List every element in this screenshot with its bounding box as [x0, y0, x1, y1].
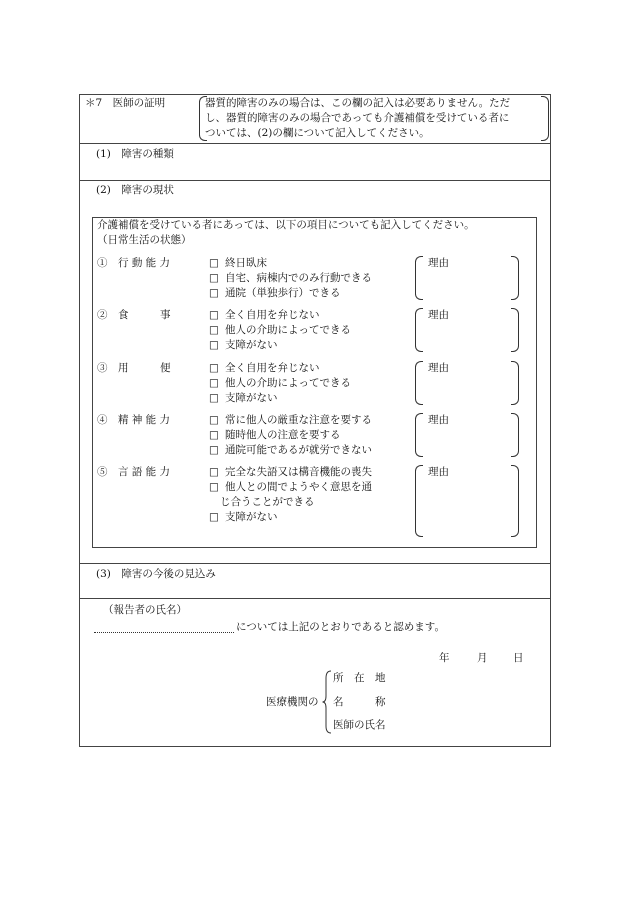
- reason-bracket-right: [511, 361, 519, 405]
- option[interactable]: [209, 391, 278, 406]
- section1-label: (1) 障害の種類: [96, 148, 174, 160]
- option-label: 支障がない: [225, 511, 278, 523]
- item-label: ① 行 動 能 力: [97, 257, 171, 269]
- option-label: 通院可能であるが就労できない: [225, 444, 372, 456]
- item-label: ⑤ 言 語 能 力: [97, 466, 171, 478]
- option-continuation: じ合うことができる: [220, 496, 315, 508]
- section3-label: (3) 障害の今後の見込み: [96, 568, 216, 580]
- reason-bracket-right: [511, 256, 519, 300]
- reason-bracket-left: [415, 256, 423, 300]
- option[interactable]: [209, 413, 372, 428]
- daily-life-intro: 介護補償を受けている者にあっては、以下の項目についても記入してください。: [97, 219, 475, 231]
- note-line-3: ついては、(2)の欄について記入してください。: [205, 127, 430, 139]
- option-label: 自宅、病棟内でのみ行動できる: [225, 272, 372, 284]
- option[interactable]: [209, 465, 372, 480]
- header-label: ＊7 医師の証明: [85, 97, 166, 109]
- option-label: 他人の介助によってできる: [225, 324, 351, 336]
- checkbox-icon: □: [209, 324, 219, 336]
- option-label: 終日臥床: [225, 257, 267, 269]
- reason-label: 理由: [428, 466, 449, 478]
- checkbox-icon: □: [209, 377, 219, 389]
- reason-bracket-left: [415, 465, 423, 537]
- reason-label: 理由: [428, 414, 449, 426]
- item-label: ② 食 事: [97, 309, 171, 321]
- option[interactable]: [209, 428, 341, 443]
- reason-label: 理由: [428, 309, 449, 321]
- divider: [79, 563, 551, 564]
- option-label: 常に他人の厳重な注意を要する: [225, 414, 372, 426]
- field-doctor: 医師の氏名: [333, 719, 386, 731]
- note-line-1: 器質的障害のみの場合は、この欄の記入は必要ありません。ただ: [205, 97, 511, 109]
- option-label: 支障がない: [225, 339, 278, 351]
- checkbox-icon: □: [209, 466, 219, 478]
- option[interactable]: [209, 480, 372, 495]
- reason-bracket-left: [415, 361, 423, 405]
- date-month: 月: [477, 652, 488, 664]
- option[interactable]: [209, 361, 320, 376]
- reason-label: 理由: [428, 362, 449, 374]
- divider: [79, 180, 551, 181]
- checkbox-icon: □: [209, 429, 219, 441]
- divider: [79, 143, 551, 144]
- section2-label: (2) 障害の現状: [96, 184, 174, 196]
- option[interactable]: [209, 256, 267, 271]
- option[interactable]: [209, 308, 320, 323]
- institution-label: 医療機関の: [266, 696, 319, 708]
- option[interactable]: [209, 323, 351, 338]
- checkbox-icon: □: [209, 481, 219, 493]
- item-label: ④ 精 神 能 力: [97, 414, 171, 426]
- reason-bracket-right: [511, 308, 519, 352]
- checkbox-icon: □: [209, 257, 219, 269]
- option[interactable]: [209, 376, 351, 391]
- checkbox-icon: □: [209, 272, 219, 284]
- option-label: 完全な失語又は構音機能の喪失: [225, 466, 372, 478]
- option-label: 随時他人の注意を要する: [225, 429, 341, 441]
- option[interactable]: [209, 271, 372, 286]
- option-label: 通院（単独歩行）できる: [225, 287, 341, 299]
- checkbox-icon: □: [209, 287, 219, 299]
- option-label: 他人の介助によってできる: [225, 377, 351, 389]
- reason-bracket-left: [415, 308, 423, 352]
- note-bracket-right: [541, 96, 549, 141]
- reason-bracket-right: [511, 413, 519, 457]
- field-address: 所 在 地: [333, 672, 386, 684]
- reporter-name-line[interactable]: [94, 632, 234, 633]
- reason-bracket-right: [511, 465, 519, 537]
- option[interactable]: [209, 338, 278, 353]
- divider: [79, 598, 551, 599]
- daily-life-subtitle: （日常生活の状態）: [97, 234, 192, 246]
- checkbox-icon: □: [209, 444, 219, 456]
- item-label: ③ 用 便: [97, 362, 171, 374]
- curly-brace-icon: [322, 670, 332, 734]
- option[interactable]: [209, 510, 278, 525]
- reporter-label: （報告者の氏名）: [103, 604, 187, 616]
- date-day: 日: [513, 652, 524, 664]
- checkbox-icon: □: [209, 309, 219, 321]
- checkbox-icon: □: [209, 362, 219, 374]
- field-name: 名 称: [333, 696, 386, 708]
- option-label: 他人との間でようやく意思を通: [225, 481, 372, 493]
- reason-label: 理由: [428, 257, 449, 269]
- date-year: 年: [439, 652, 450, 664]
- checkbox-icon: □: [209, 511, 219, 523]
- checkbox-icon: □: [209, 339, 219, 351]
- certify-text: については上記のとおりであると認めます。: [236, 621, 445, 633]
- note-line-2: し、器質的障害のみの場合であっても介護補償を受けている者に: [205, 112, 510, 124]
- option[interactable]: [209, 286, 341, 301]
- option-label: 全く自用を弁じない: [225, 309, 320, 321]
- option-label: 支障がない: [225, 392, 278, 404]
- option[interactable]: [209, 443, 372, 458]
- reason-bracket-left: [415, 413, 423, 457]
- checkbox-icon: □: [209, 392, 219, 404]
- option-label: 全く自用を弁じない: [225, 362, 320, 374]
- checkbox-icon: □: [209, 414, 219, 426]
